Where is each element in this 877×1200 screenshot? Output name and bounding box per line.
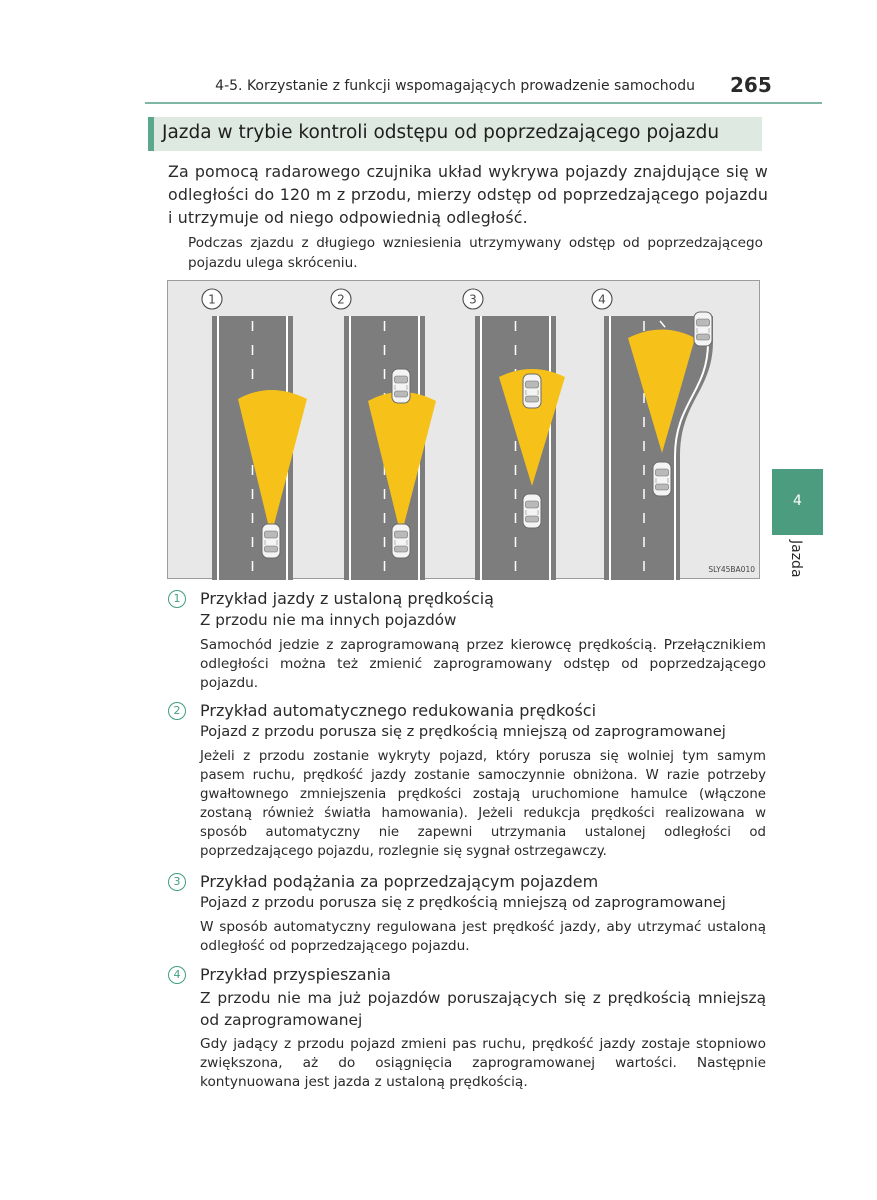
- figure-code: SLY45BA010: [708, 565, 755, 574]
- departing-car-4: [694, 312, 712, 346]
- item-number-badge: 2: [168, 702, 186, 720]
- svg-text:3: 3: [469, 292, 477, 307]
- svg-text:1: 1: [208, 292, 216, 307]
- svg-text:4: 4: [598, 292, 606, 307]
- note-paragraph: Podczas zjazdu z długiego wzniesienia utrzymywany odstęp od poprzedzającego pojazdu ulega skróceniu.: [188, 235, 763, 271]
- item-title: Przykład jazdy z ustaloną prędkością: [200, 589, 494, 608]
- item-number-badge: 3: [168, 873, 186, 891]
- own-car-4: [653, 462, 671, 496]
- item-description: Jeżeli z przodu zostanie wykryty pojazd, który porusza się wolniej tym samym pasem ruchu, prędkość jazdy zostanie samoczynnie obniżona. W razie potrzeby gwałtownego zmniejszenia prędkości zostają uruchomione hamulce (włączone zostaną również światła hamowania). Jeżeli redukcja prędkości realizowana w sposób automatyczny nie zapewni utrzymania ustalonej odległości od poprzedzającego pojazdu, rozlegnie się sygnał ostrzegawczy.: [200, 749, 766, 859]
- panel-number-1: [202, 289, 222, 309]
- item-description: Gdy jadący z przodu pojazd zmieni pas ruchu, prędkość jazdy zostaje stopniowo zwiększona, aż do osiągnięcia zaprogramowanej wartości. Następnie kontynuowana jest jazda z ustaloną prędkością.: [200, 1036, 766, 1091]
- panel-number-4: [592, 289, 612, 309]
- own-car-3: [523, 494, 541, 528]
- own-car-2: [392, 524, 410, 558]
- item-subtitle: Z przodu nie ma innych pojazdów: [200, 611, 457, 629]
- item-number-badge: 4: [168, 966, 186, 984]
- section-accent: [148, 117, 154, 151]
- section-title: Jazda w trybie kontroli odstępu od poprzedzającego pojazdu: [162, 122, 720, 143]
- item-description: W sposób automatyczny regulowana jest prędkość jazdy, aby utrzymać ustaloną odległość od poprzedzającego pojazdu.: [200, 919, 766, 955]
- section-heading-bar: [148, 117, 762, 151]
- chapter-tab-label: Jazda: [788, 540, 804, 578]
- panel-1: [212, 316, 307, 580]
- item-title: Przykład przyspieszania: [200, 965, 391, 984]
- preceding-car-2: [392, 369, 410, 403]
- chapter-tab-number: 4: [793, 493, 802, 509]
- header-divider: [145, 102, 822, 104]
- panel-2: [344, 316, 436, 580]
- item-subtitle: Pojazd z przodu porusza się z prędkością mniejszą od zaprogramowanej: [200, 894, 726, 911]
- figure-illustration: [168, 281, 761, 580]
- preceding-car-3: [523, 374, 541, 408]
- page-number: 265: [730, 73, 772, 97]
- item-subtitle: Z przodu nie ma już pojazdów poruszających się z prędkością mniejszą od zaprogramowanej: [200, 989, 766, 1029]
- chapter-title: 4-5. Korzystanie z funkcji wspomagających prowadzenie samochodu: [215, 78, 695, 94]
- panel-4: [604, 312, 713, 580]
- item-description: Samochód jedzie z zaprogramowaną przez kierowcę prędkością. Przełącznikiem odległości można też zmienić zaprogramowany odstęp od poprzedzającego pojazdu.: [200, 637, 766, 692]
- item-number-badge: 1: [168, 590, 186, 608]
- chapter-tab: [772, 469, 823, 535]
- own-car-1: [262, 524, 280, 558]
- panel-number-3: [463, 289, 483, 309]
- panel-number-2: [331, 289, 351, 309]
- panel-3: [475, 316, 565, 580]
- item-title: Przykład podążania za poprzedzającym pojazdem: [200, 872, 599, 891]
- radar-cruise-figure: [167, 280, 760, 579]
- intro-paragraph: Za pomocą radarowego czujnika układ wykrywa pojazdy znajdujące się w odległości do 120 m z przodu, mierzy odstęp od poprzedzającego pojazdu i utrzymuje od niego odpowiednią odległość.: [168, 162, 768, 227]
- svg-text:2: 2: [337, 292, 345, 307]
- item-title: Przykład automatycznego redukowania prędkości: [200, 701, 597, 720]
- item-subtitle: Pojazd z przodu porusza się z prędkością mniejszą od zaprogramowanej: [200, 723, 726, 740]
